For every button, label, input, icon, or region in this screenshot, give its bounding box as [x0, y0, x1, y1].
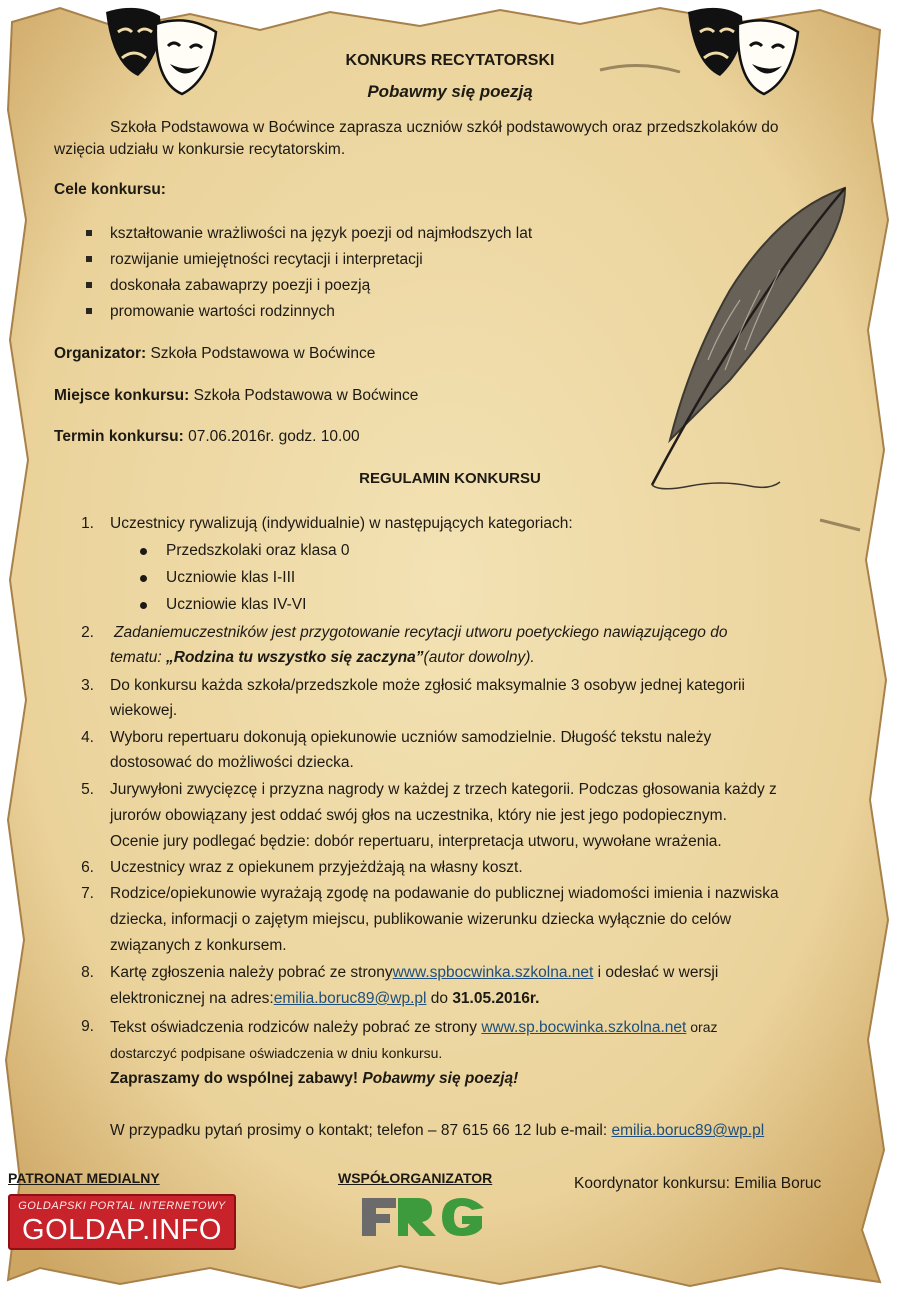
contact-line	[110, 1121, 764, 1141]
patronat-label: PATRONAT MEDIALNY	[8, 1170, 160, 1186]
website-link[interactable]: www.sp.bocwinka.szkolna.net	[481, 1019, 687, 1036]
bullet-square-icon	[86, 256, 92, 262]
date-line	[54, 427, 360, 447]
place-label: Miejsce konkursu:	[54, 387, 190, 404]
rule-2-line-1: Zadaniemuczestników jest przygotowanie recytacji utworu poetyckiego nawiązującego do	[114, 624, 728, 641]
rule-number: 9.	[81, 1018, 94, 1035]
category-item: Uczniowie klas I-III	[166, 569, 296, 586]
goldap-logo-tagline: GOLDAPSKI PORTAL INTERNETOWY	[18, 1200, 226, 1212]
rule-8-line-1-post: i odesłać w wersji	[593, 964, 719, 981]
rule-9-line-1-post: oraz	[686, 1019, 718, 1035]
goldap-logo-title: GOLDAP.INFO	[22, 1214, 222, 1246]
intro-line-2: wzięcia udziału w konkursie recytatorskim.	[54, 141, 346, 158]
goal-item: doskonała zabawaprzy poezji i poezją	[110, 277, 371, 294]
contact-text: W przypadku pytań prosimy o kontakt; telefon – 87 615 66 12 lub e-mail:	[110, 1122, 612, 1139]
rule-2-line-2-post: (autor dowolny).	[423, 649, 535, 666]
rule-9-line-1	[110, 1017, 717, 1038]
rule-5-line-3: Ocenie jury podlegać będzie: dobór repertuaru, interpretacja utworu, wywołane wrażenia.	[110, 833, 722, 850]
bullet-square-icon	[86, 282, 92, 288]
koordynator-line: Koordynator konkursu: Emilia Boruc	[574, 1175, 822, 1192]
category-item: Uczniowie klas IV-VI	[166, 596, 307, 613]
website-link[interactable]: www.spbocwinka.szkolna.net	[392, 964, 594, 981]
invite-line	[110, 1069, 518, 1089]
rule-8-line-2	[110, 989, 539, 1009]
date-label: Termin konkursu:	[54, 428, 184, 445]
rule-7-line-2: dziecka, informacji o zajętym miejscu, publikowanie wizerunku dziecka wyłącznie do celów	[110, 911, 732, 928]
rule-2-theme: „Rodzina tu wszystko się zaczyna”	[166, 649, 424, 666]
rule-5-line-1: Jurywyłoni zwycięzcę i przyzna nagrody w każdej z trzech kategorii. Podczas głosowania każdy z	[110, 781, 777, 798]
rule-8-line-2-mid: do	[426, 990, 453, 1007]
goal-item: promowanie wartości rodzinnych	[110, 303, 335, 320]
rule-3-line-1: Do konkursu każda szkoła/przedszkole może zgłosić maksymalnie 3 osobyw jednej kategorii	[110, 677, 745, 694]
email-link[interactable]: emilia.boruc89@wp.pl	[273, 990, 427, 1007]
goal-item: kształtowanie wrażliwości na język poezji od najmłodszych lat	[110, 225, 533, 242]
rule-1-text: Uczestnicy rywalizują (indywidualnie) w następujących kategoriach:	[110, 515, 573, 532]
rule-2-line-2-pre: tematu:	[110, 649, 166, 666]
goals-heading: Cele konkursu:	[54, 181, 166, 198]
rule-number: 2.	[81, 624, 94, 641]
bullet-dot-icon	[140, 548, 147, 555]
rule-number: 4.	[81, 729, 94, 746]
place-value: Szkoła Podstawowa w Boćwince	[193, 387, 419, 404]
rule-6-line-1: Uczestnicy wraz z opiekunem przyjeżdżają na własny koszt.	[110, 859, 523, 876]
rule-4-line-2: dostosować do możliwości dziecka.	[110, 754, 354, 771]
rule-8-line-2-pre: elektronicznej na adres:	[110, 990, 274, 1007]
rule-number: 7.	[81, 885, 94, 902]
invite-text: Zapraszamy do wspólnej zabawy!	[110, 1070, 363, 1087]
wspolorganizator-label: WSPÓŁORGANIZATOR	[338, 1170, 493, 1186]
rule-8-line-1	[110, 963, 718, 983]
rules-heading: REGULAMIN KONKURSU	[359, 470, 541, 487]
organizer-label: Organizator:	[54, 345, 147, 362]
rule-number: 6.	[81, 859, 94, 876]
deadline-date: 31.05.2016r.	[452, 990, 540, 1007]
rule-9-line-1-pre: Tekst oświadczenia rodziców należy pobrać ze strony	[110, 1019, 482, 1036]
feather-quill-icon	[630, 180, 870, 510]
bullet-dot-icon	[140, 575, 147, 582]
rule-5-line-2: jurorów obowiązany jest oddać swój głos na uczestnika, który nie jest jego podopiecznym.	[110, 807, 727, 824]
rule-8-line-1-pre: Kartę zgłoszenia należy pobrać ze strony	[110, 964, 393, 981]
rule-number: 5.	[81, 781, 94, 798]
page-title: KONKURS RECYTATORSKI	[345, 52, 555, 69]
rule-number: 3.	[81, 677, 94, 694]
rule-number: 8.	[81, 964, 94, 981]
rule-2-line-2	[110, 648, 535, 668]
rule-7-line-3: związanych z konkursem.	[110, 937, 287, 954]
rule-3-line-2: wiekowej.	[110, 702, 178, 719]
date-value: 07.06.2016r. godz. 10.00	[188, 428, 360, 445]
rule-9-line-2: dostarczyć podpisane oświadczenia w dniu konkursu.	[110, 1045, 443, 1061]
contact-email-link[interactable]: emilia.boruc89@wp.pl	[611, 1122, 765, 1139]
frg-logo	[356, 1194, 496, 1242]
bullet-square-icon	[86, 308, 92, 314]
intro-line-1: Szkoła Podstawowa w Boćwince zaprasza uczniów szkół podstawowych oraz przedszkolaków do	[110, 119, 779, 136]
goal-item: rozwijanie umiejętności recytacji i interpretacji	[110, 251, 423, 268]
organizer-value: Szkoła Podstawowa w Boćwince	[150, 345, 376, 362]
invite-italic: Pobawmy się poezją!	[362, 1070, 519, 1087]
bullet-square-icon	[86, 230, 92, 236]
goldap-info-logo[interactable]	[8, 1194, 236, 1250]
rule-number: 1.	[81, 515, 94, 532]
rule-7-line-1: Rodzice/opiekunowie wyrażają zgodę na podawanie do publicznej wiadomości imienia i nazwiska	[110, 885, 779, 902]
organizer-line	[54, 344, 375, 364]
category-item: Przedszkolaki oraz klasa 0	[166, 542, 350, 559]
place-line	[54, 386, 418, 406]
rule-4-line-1: Wyboru repertuaru dokonują opiekunowie uczniów samodzielnie. Długość tekstu należy	[110, 729, 712, 746]
bullet-dot-icon	[140, 602, 147, 609]
page-subtitle: Pobawmy się poezją	[367, 82, 533, 101]
